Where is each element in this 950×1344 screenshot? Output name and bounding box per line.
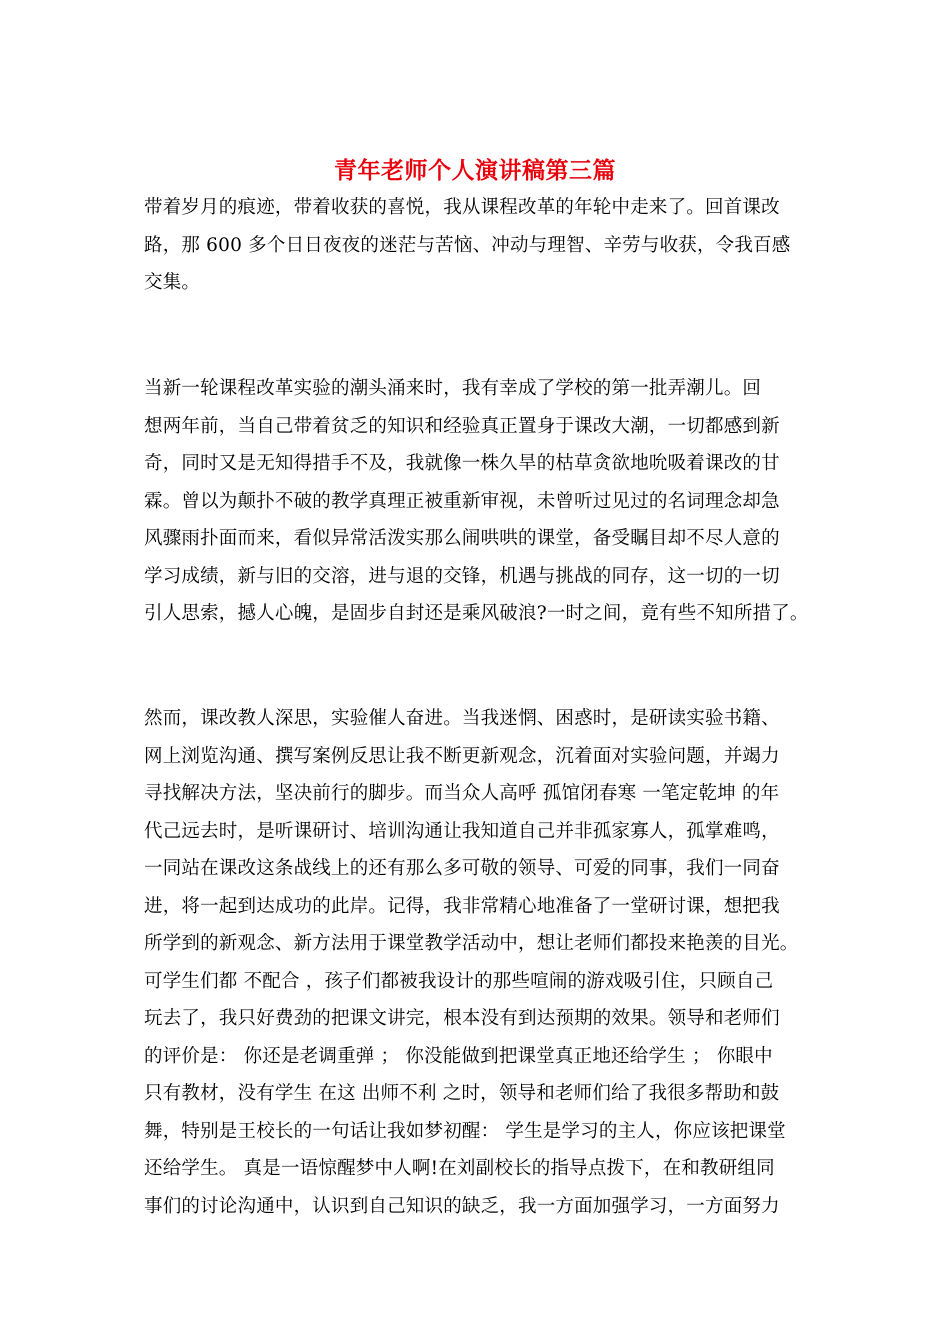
paragraph-2: [144, 370, 824, 633]
text-line: 引人思索，撼人心魄，是固步自封还是乘风破浪?一时之间，竟有些不知所措了。: [144, 603, 809, 624]
text-line: 舞，特别是王校长的一句话让我如梦初醒： 学生是学习的主人，你应该把课堂: [144, 1120, 786, 1142]
text-line: 的评价是： 你还是老调重弹 ； 你没能做到把课堂真正地还给学生 ； 你眼中: [144, 1045, 773, 1067]
text-line: 代己远去时，是听课研讨、培训沟通让我知道自己并非孤家寡人，孤掌难鸣，: [144, 820, 780, 842]
text-line: 风骤雨扑面而来，看似异常活泼实那么闹哄哄的课堂，备受瞩目却不尽人意的: [144, 528, 780, 549]
text-line: 进，将一起到达成功的此岸。记得，我非常精心地准备了一堂研讨课，想把我: [144, 895, 780, 917]
text-line: 学习成绩，新与旧的交溶，进与退的交锋，机遇与挑战的同存，这一切的一切: [144, 565, 780, 587]
text-line: 寻找解决方法，坚决前行的脚步。而当众人高呼 孤馆闭春寒 一笔定乾坤 的年: [144, 783, 780, 804]
text-line: 玩去了，我只好费劲的把课文讲完，根本没有到达预期的效果。领导和老师们: [144, 1008, 780, 1029]
document-title: 青年老师个人演讲稿第三篇: [334, 157, 616, 184]
text-line: 网上浏览沟通、撰写案例反思让我不断更新观念，沉着面对实验问题，并竭力: [144, 745, 780, 767]
text-line: 霖。曾以为颠扑不破的教学真理正被重新审视，未曾听过见过的名词理念却急: [144, 490, 780, 512]
text-line: 可学生们都 不配合 ，孩子们都被我设计的那些喧闹的游戏吸引住，只顾自己: [144, 970, 774, 992]
text-line: 交集。: [144, 272, 201, 293]
text-line: 带着岁月的痕迹，带着收获的喜悦，我从课程改革的年轮中走来了。回首课改: [144, 197, 780, 218]
text-line: 所学到的新观念、新方法用于课堂教学活动中，想让老师们都投来艳羡的目光。: [144, 933, 799, 954]
text-line: 路，那 600 多个日日夜夜的迷茫与苦恼、冲动与理智、辛劳与收获，令我百感: [144, 234, 791, 256]
text-line: 一同站在课改这条战线上的还有那么多可敬的领导、可爱的同事，我们一同奋: [144, 858, 780, 879]
text-line: 想两年前，当自己带着贫乏的知识和经验真正置身于课改大潮，一切都感到新: [144, 415, 780, 437]
text-line: 还给学生。 真是一语惊醒梦中人啊!在刘副校长的指导点拨下，在和教研组同: [144, 1158, 775, 1179]
paragraph-3: [144, 700, 824, 1225]
text-line: 事们的讨论沟通中，认识到自己知识的缺乏，我一方面加强学习，一方面努力: [144, 1195, 780, 1217]
text-line: 只有教材，没有学生 在这 出师不利 之时，领导和老师们给了我很多帮助和鼓: [144, 1083, 780, 1104]
text-line: 奇，同时又是无知得措手不及，我就像一株久旱的枯草贪欲地吮吸着课改的甘: [144, 453, 780, 474]
text-line: 然而，课改教人深思，实验催人奋进。当我迷惘、困惑时，是研读实验书籍、: [144, 708, 780, 729]
paragraph-1: [144, 189, 824, 302]
text-line: 当新一轮课程改革实验的潮头涌来时，我有幸成了学校的第一批弄潮儿。回: [144, 378, 762, 399]
